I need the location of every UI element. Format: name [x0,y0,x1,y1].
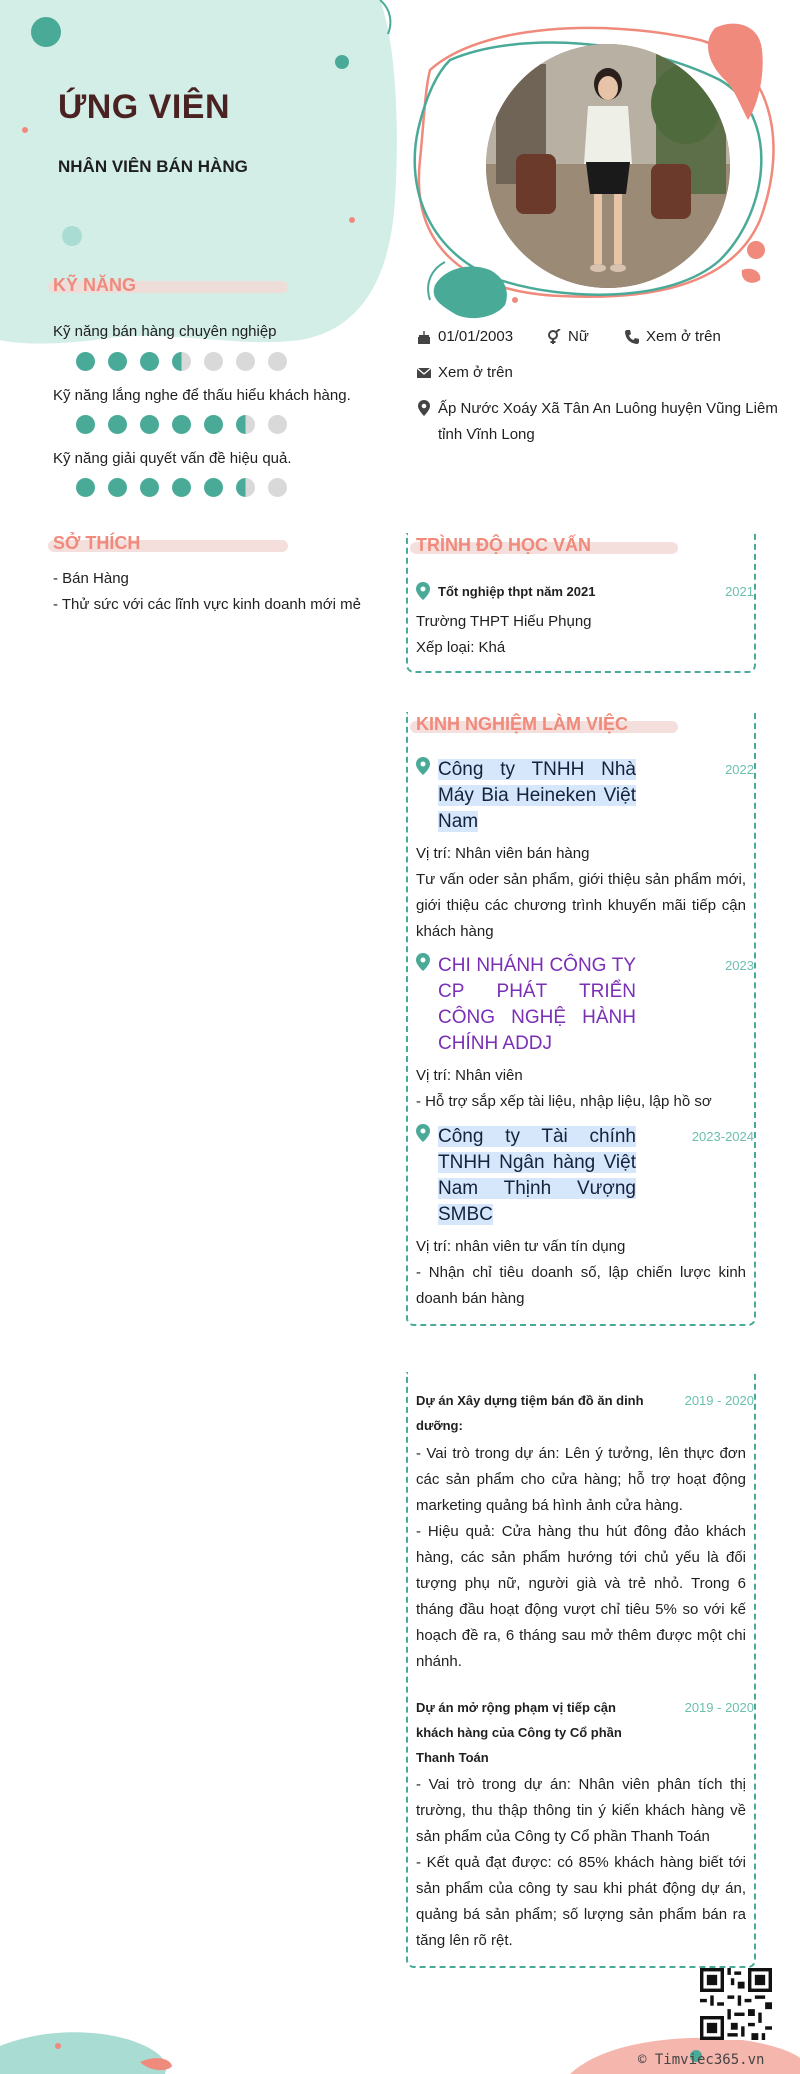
project-year: 2019 - 2020 [684,1700,754,1715]
education-entry [416,582,595,600]
experience-title: KINH NGHIỆM LÀM VIỆC [416,714,629,734]
education-school: Trường THPT Hiếu Phụng [416,613,592,630]
experience-year: 2023-2024 [691,1129,754,1144]
birthday-info [416,328,513,345]
skill-name: Kỹ năng giải quyết vấn đề hiệu quả. [53,450,292,467]
skill-rating-dot [236,478,255,497]
education-title: TRÌNH ĐỘ HỌC VẤN [416,535,591,555]
profile-photo-image [486,44,730,288]
gender-icon [546,329,562,345]
skill-rating-dot [140,415,159,434]
hobbies-title: SỞ THÍCH [53,533,141,553]
skill-rating-dot [268,478,287,497]
skill-rating-dot [108,352,127,371]
skill-name: Kỹ năng lắng nghe để thấu hiểu khách hàng. [53,387,351,404]
experience-position: Vị trí: Nhân viên [416,1067,523,1084]
skill-name: Kỹ năng bán hàng chuyên nghiệp [53,323,277,340]
email-value: Xem ở trên [438,364,513,381]
phone-icon [624,329,640,345]
qr-code-icon [700,1968,772,2040]
education-year: 2021 [725,584,754,599]
hobby-item: - Thử sức với các lĩnh vực kinh doanh mới mẻ [53,596,361,613]
skill-rating-dot [204,352,223,371]
gender-info [546,328,589,345]
location-pin-icon [416,757,430,775]
project-result: - Kết quả đạt được: có 85% khách hàng biết tới sản phẩm của công ty sau khi phát động dự án, quảng bá sản phẩm; số lượng sản phẩm bán ra tăng lên rõ rệt. [416,1854,746,1949]
hobby-item: - Bán Hàng [53,570,129,587]
phone-value: Xem ở trên [646,328,721,345]
gender-value: Nữ [568,328,589,345]
education-grade: Xếp loại: Khá [416,639,506,656]
skill-rating-dot [76,415,95,434]
location-pin-icon [416,1124,430,1142]
skill-rating-dot [172,415,191,434]
skill-rating-dot [76,352,95,371]
skill-rating-dot [108,415,127,434]
experience-entry [416,1124,636,1228]
hobbies-list [53,566,363,618]
skill-rating-dot [108,478,127,497]
skill-rating-dot [236,352,255,371]
address-info [416,396,778,448]
experience-year: 2022 [725,762,754,777]
experience-description: - Nhận chỉ tiêu doanh số, lập chiến lược kinh doanh bán hàng [416,1264,746,1307]
experience-description: Tư vấn oder sản phẩm, giới thiệu sản phẩm mới, giới thiệu các chương trình khuyến mãi tiếp cận khách hàng [416,871,746,940]
email-info [416,364,513,381]
company-name: CHI NHÁNH CÔNG TY CP PHÁT TRIỂN CÔNG NGHỆ HÀNH CHÍNH ADDJ [438,955,636,1054]
footer-brand: © Timviec365.vn [638,2052,765,2068]
job-title: NHÂN VIÊN BÁN HÀNG [58,157,248,176]
location-pin-icon [416,582,430,600]
project-year: 2019 - 2020 [684,1393,754,1408]
skill-rating-dot [140,478,159,497]
skills-title: KỸ NĂNG [53,275,137,295]
skill-rating-dot [76,478,95,497]
skill-rating-dot [172,478,191,497]
candidate-name: ỨNG VIÊN [58,88,231,126]
email-icon [416,365,432,381]
education-name: Tốt nghiệp thpt năm 2021 [438,584,596,599]
profile-photo [486,44,730,288]
phone-info [624,328,721,345]
project-result: - Hiệu quả: Cửa hàng thu hút đông đảo khách hàng, các sản phẩm hướng tới chủ yếu là đối tượng phụ nữ, người già và trẻ nhỏ. Trong 6 tháng đầu hoạt động vượt chỉ tiêu 5% so với kế hoạch đề ra, 6 tháng sau mở thêm được một chi nhánh. [416,1523,746,1670]
location-pin-icon [416,400,432,416]
birthday-cake-icon [416,329,432,345]
project-role: - Vai trò trong dự án: Nhân viên phân tích thị trường, thu thập thông tin ý kiến khách hàng về sản phẩm của Công ty Cổ phần Thanh Toán [416,1776,746,1845]
skill-rating-dot [140,352,159,371]
project-name: Dự án mở rộng phạm vị tiếp cận khách hàng của Công ty Cổ phần Thanh Toán [416,1700,622,1765]
experience-description: - Hỗ trợ sắp xếp tài liệu, nhập liệu, lập hồ sơ [416,1093,712,1110]
experience-position: Vị trí: Nhân viên bán hàng [416,845,590,862]
birthday-value: 01/01/2003 [438,328,514,345]
skill-rating-dot [236,415,255,434]
skill-rating [76,415,287,434]
skill-rating-dot [268,352,287,371]
experience-year: 2023 [725,958,754,973]
project-name: Dự án Xây dựng tiệm bán đồ ăn dinh dưỡng: [416,1393,644,1433]
skill-rating-dot [268,415,287,434]
experience-position: Vị trí: nhân viên tư vấn tín dụng [416,1238,626,1255]
location-pin-icon [416,953,430,971]
skill-rating-dot [172,352,191,371]
experience-entry [416,953,636,1057]
company-name: Công ty Tài chính TNHH Ngân hàng Việt Nam Thịnh Vượng SMBC [438,1126,636,1225]
skill-rating [76,478,287,497]
skill-rating-dot [204,478,223,497]
company-name: Công ty TNHH Nhà Máy Bia Heineken Việt Nam [438,759,636,832]
skill-rating-dot [204,415,223,434]
experience-entry [416,757,636,835]
address-value: Ấp Nước Xoáy Xã Tân An Luông huyện Vũng Liêm tỉnh Vĩnh Long [438,400,778,443]
project-role: - Vai trò trong dự án: Lên ý tưởng, lên thực đơn các sản phẩm cho cửa hàng; hỗ trợ hoạt động marketing quảng bá hình ảnh cửa hàng. [416,1445,746,1514]
skill-rating [76,352,287,371]
